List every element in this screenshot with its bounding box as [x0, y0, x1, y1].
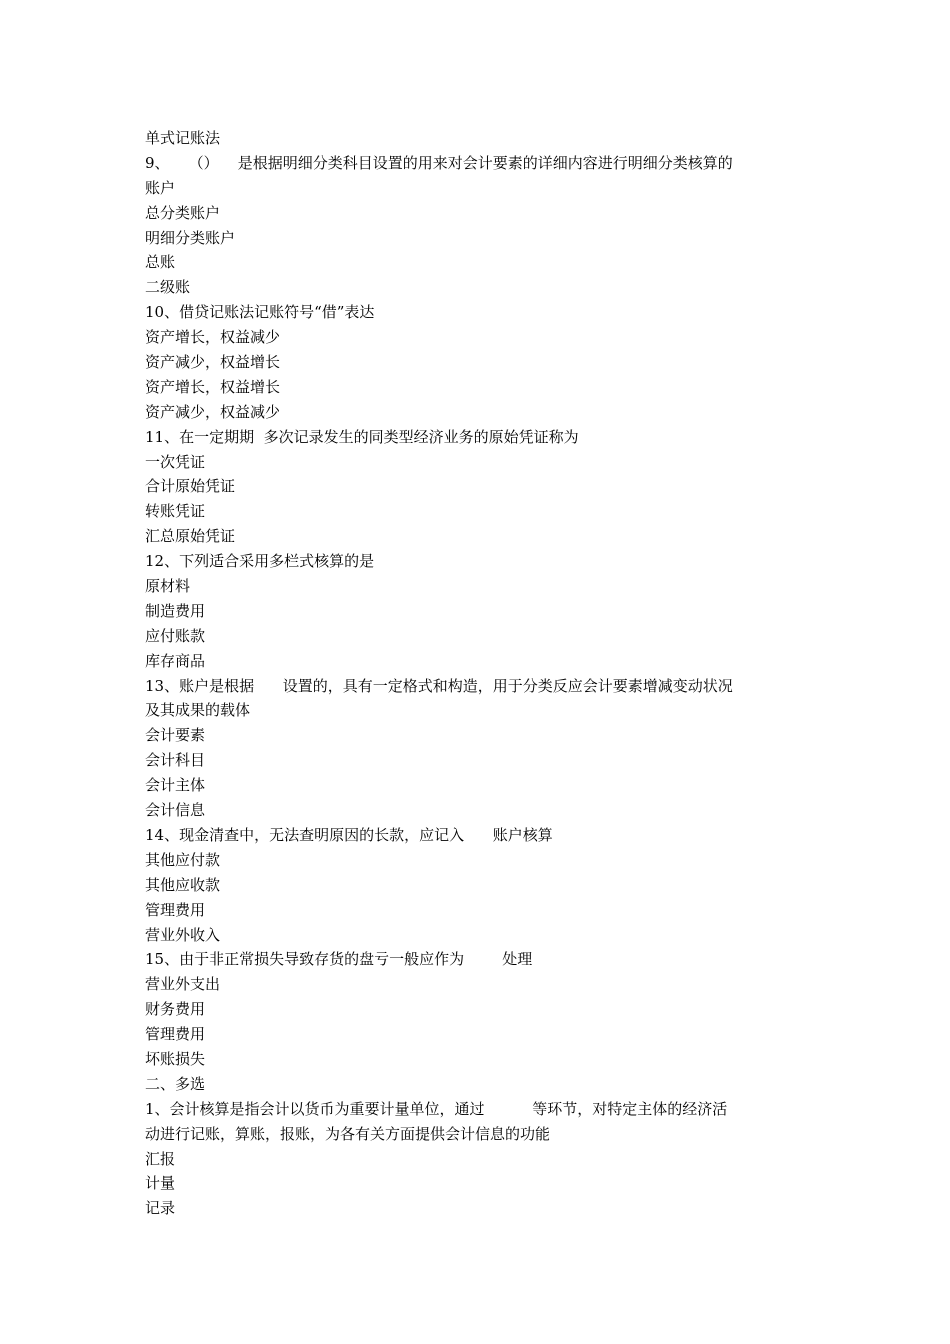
- option-text: 其他应付款: [145, 850, 221, 869]
- option-text: 明细分类账户: [145, 228, 236, 247]
- option-text: 单式记账法: [145, 129, 221, 147]
- section-heading: 二、多选: [145, 1074, 206, 1093]
- option-text: 会计信息: [145, 801, 206, 820]
- option-text: 坏账损失: [145, 1049, 206, 1068]
- question-13: 13、账户是根据 设置的，具有一定格式和构造，用于分类反应会计要素增减变动状况: [145, 676, 733, 695]
- question-11: 11、在一定期期 多次记录发生的同类型经济业务的原始凭证称为: [145, 427, 579, 446]
- document-body: [145, 126, 810, 1221]
- option-text: 营业外支出: [145, 975, 221, 994]
- option-text: 资产减少，权益减少: [145, 402, 281, 421]
- option-text: 应付账款: [145, 626, 206, 645]
- option-text: 财务费用: [145, 1000, 206, 1019]
- option-text: 汇总原始凭证: [145, 527, 236, 546]
- option-text: 会计科目: [145, 751, 206, 770]
- option-text: 资产减少，权益增长: [145, 353, 281, 372]
- option-text: 二级账: [145, 278, 191, 297]
- question-14: 14、现金清查中，无法查明原因的长款，应记入 账户核算: [145, 825, 553, 844]
- option-text: 管理费用: [145, 900, 206, 919]
- multi-question-1: 1、会计核算是指会计以货币为重要计量单位，通过 等环节，对特定主体的经济活: [145, 1099, 728, 1118]
- question-10: 10、借贷记账法记账符号“借”表达: [145, 303, 375, 322]
- option-text: 总分类账户: [145, 203, 221, 222]
- option-text: 会计主体: [145, 776, 206, 795]
- option-text: 记录: [145, 1199, 176, 1218]
- option-text: 制造费用: [145, 601, 206, 620]
- option-text: 会计要素: [145, 726, 206, 745]
- option-text: 总账: [145, 253, 176, 272]
- option-text: 库存商品: [145, 651, 206, 670]
- option-text: 汇报: [145, 1149, 176, 1168]
- question-13-continued: 及其成果的载体: [145, 701, 251, 720]
- option-text: 营业外收入: [145, 925, 221, 944]
- question-9-continued: 账户: [145, 178, 176, 197]
- option-text: 资产增长，权益减少: [145, 328, 281, 347]
- question-12: 12、下列适合采用多栏式核算的是: [145, 552, 375, 571]
- question-9: 9、 （） 是根据明细分类科目设置的用来对会计要素的详细内容进行明细分类核算的: [145, 153, 733, 172]
- option-text: 原材料: [145, 577, 191, 596]
- option-text: 计量: [145, 1174, 176, 1193]
- option-text: 合计原始凭证: [145, 477, 236, 496]
- question-15: 15、由于非正常损失导致存货的盘亏一般应作为 处理: [145, 950, 533, 969]
- option-text: 其他应收款: [145, 875, 221, 894]
- option-text: 资产增长，权益增长: [145, 377, 281, 396]
- option-text: 一次凭证: [145, 452, 206, 471]
- multi-question-1-continued: 动进行记账，算账，报账，为各有关方面提供会计信息的功能: [145, 1124, 551, 1143]
- option-text: 管理费用: [145, 1025, 206, 1044]
- option-text: 转账凭证: [145, 502, 206, 521]
